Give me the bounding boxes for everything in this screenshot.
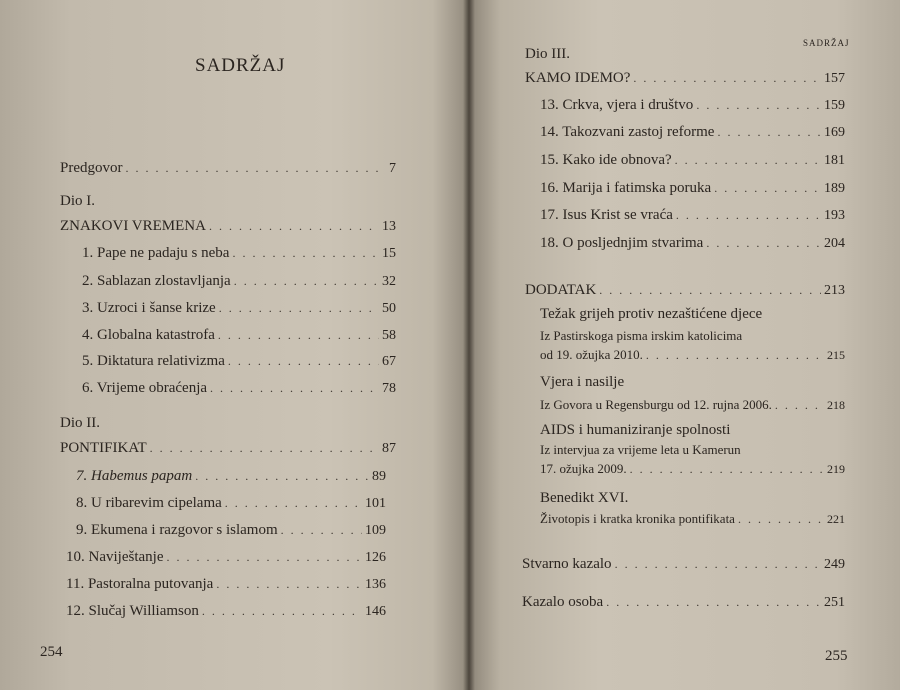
toc-entry-chapter[interactable] [82, 273, 396, 290]
toc-entry-appendix[interactable] [525, 282, 845, 299]
part-heading: Dio II. [60, 415, 100, 431]
toc-entry-page: 13 [382, 219, 396, 234]
toc-entry-part2[interactable] [60, 440, 396, 457]
toc-entry-page: 126 [365, 550, 386, 565]
toc-entry-chapter[interactable] [66, 603, 386, 620]
toc-entry-chapter[interactable] [540, 152, 845, 169]
toc-entry-part1[interactable] [60, 218, 396, 235]
toc-entry-appendix-item[interactable] [540, 347, 845, 363]
toc-entry-label: Predgovor [60, 160, 123, 176]
toc-entry-label: 10. Naviještanje [66, 549, 164, 565]
toc-entry-label: Kazalo osoba [522, 594, 604, 610]
toc-entry-page: 7 [389, 161, 396, 176]
toc-entry-page: 189 [824, 181, 845, 196]
dot-leader [717, 125, 821, 140]
toc-entry-page: 249 [824, 557, 845, 572]
toc-entry-page: 67 [382, 354, 396, 369]
toc-entry-subject-index[interactable] [522, 556, 845, 573]
dot-leader [615, 557, 821, 572]
part-heading: Dio III. [525, 46, 570, 62]
toc-entry-appendix-item[interactable] [540, 461, 845, 477]
toc-entry-label: Životopis i kratka kronika pontifikata [540, 511, 735, 526]
toc-entry-page: 159 [824, 98, 845, 113]
page-number: 254 [40, 644, 63, 660]
dot-leader [126, 161, 387, 176]
toc-entry-chapter[interactable] [82, 245, 396, 262]
toc-entry-chapter[interactable] [540, 97, 845, 114]
toc-entry-label: 3. Uzroci i šanse krize [82, 300, 216, 316]
toc-entry-page: 58 [382, 328, 396, 343]
dot-leader [738, 512, 824, 527]
toc-entry-label: Iz Govora u Regensburgu od 12. rujna 2006. [540, 397, 772, 412]
toc-entry-page: 32 [382, 274, 396, 289]
dot-leader [228, 354, 379, 369]
toc-entry-chapter[interactable] [82, 300, 396, 317]
toc-entry-appendix-item[interactable] [540, 511, 845, 527]
toc-entry-page: 219 [827, 462, 845, 476]
dot-leader [195, 469, 369, 484]
appendix-item-source: Iz intervjua za vrijeme leta u Kamerun [540, 442, 741, 457]
toc-entry-page: 193 [824, 208, 845, 223]
dot-leader [281, 523, 362, 538]
toc-entry-page: 213 [824, 283, 845, 298]
dot-leader [606, 595, 821, 610]
appendix-item-title: Vjera i nasilje [540, 374, 625, 390]
toc-entry-label: 15. Kako ide obnova? [540, 152, 672, 168]
toc-entry-label: ZNAKOVI VREMENA [60, 218, 206, 234]
dot-leader [676, 208, 821, 223]
toc-entry-page: 136 [365, 577, 386, 592]
toc-entry-page: 215 [827, 348, 845, 362]
toc-entry-label: 1. Pape ne padaju s neba [82, 245, 230, 261]
toc-entry-label: 6. Vrijeme obraćenja [82, 380, 208, 396]
toc-entry-chapter[interactable] [540, 235, 845, 252]
appendix-item-title: AIDS i humaniziranje spolnosti [540, 422, 731, 438]
toc-entry-page: 169 [824, 125, 845, 140]
toc-entry-label: 17. Isus Krist se vraća [540, 207, 673, 223]
appendix-item-title: Težak grijeh protiv nezaštićene djece [540, 306, 763, 322]
toc-entry-label: 4. Globalna katastrofa [82, 327, 215, 343]
toc-entry-chapter[interactable] [540, 207, 845, 224]
toc-entry-label: 14. Takozvani zastoj reforme [540, 124, 715, 140]
toc-entry-page: 89 [372, 469, 386, 484]
toc-entry-label: 7. Habemus papam [76, 468, 193, 484]
dot-leader [232, 246, 379, 261]
dot-leader [599, 283, 821, 298]
toc-entry-label: PONTIFIKAT [60, 440, 147, 456]
toc-entry-page: 146 [365, 604, 386, 619]
dot-leader [234, 274, 379, 289]
dot-leader [775, 398, 824, 413]
toc-entry-chapter[interactable] [66, 549, 386, 566]
toc-entry-appendix-item[interactable] [540, 397, 845, 413]
dot-leader [630, 462, 824, 477]
appendix-item-title: Benedikt XVI. [540, 490, 629, 506]
toc-entry-page: 204 [824, 236, 845, 251]
toc-entry-label: 11. Pastoralna putovanja [66, 576, 214, 592]
toc-entry-page: 87 [382, 441, 396, 456]
toc-entry-chapter[interactable] [540, 124, 845, 141]
toc-entry-label: Stvarno kazalo [522, 556, 612, 572]
dot-leader [210, 381, 379, 396]
toc-entry-chapter[interactable] [76, 522, 386, 539]
toc-entry-label: 16. Marija i fatimska poruka [540, 180, 712, 196]
toc-entry-page: 218 [827, 398, 845, 412]
toc-entry-chapter[interactable] [82, 353, 396, 370]
page-title: SADRŽAJ [195, 55, 286, 76]
toc-entry-page: 15 [382, 246, 396, 261]
toc-entry-page: 109 [365, 523, 386, 538]
toc-entry-label: 8. U ribarevim cipelama [76, 495, 222, 511]
dot-leader [646, 348, 824, 363]
dot-leader [225, 496, 362, 511]
appendix-item-source: Iz Pastirskoga pisma irskim katolicima [540, 328, 743, 343]
dot-leader [150, 441, 379, 456]
dot-leader [675, 153, 821, 168]
part-heading: Dio I. [60, 193, 95, 209]
dot-leader [696, 98, 821, 113]
dot-leader [633, 71, 821, 86]
toc-entry-page: 157 [824, 71, 845, 86]
toc-entry-label: 17. ožujka 2009. [540, 461, 627, 476]
toc-entry-page: 78 [382, 381, 396, 396]
toc-entry-label: KAMO IDEMO? [525, 70, 631, 86]
toc-entry-page: 101 [365, 496, 386, 511]
toc-entry-page: 181 [824, 153, 845, 168]
toc-entry-chapter[interactable] [82, 327, 396, 344]
toc-entry-label: 12. Slučaj Williamson [66, 603, 199, 619]
dot-leader [706, 236, 821, 251]
toc-entry-label: 9. Ekumena i razgovor s islamom [76, 522, 278, 538]
page-number: 255 [825, 648, 848, 664]
toc-entry-name-index[interactable] [522, 594, 845, 611]
toc-entry-label: DODATAK [525, 282, 597, 298]
running-head: SADRŽAJ [803, 38, 850, 48]
toc-entry-foreword[interactable] [60, 160, 396, 177]
toc-entry-label: od 19. ožujka 2010. [540, 347, 643, 362]
dot-leader [714, 181, 821, 196]
dot-leader [209, 219, 379, 234]
toc-entry-chapter[interactable] [76, 495, 386, 512]
toc-entry-page: 50 [382, 301, 396, 316]
toc-entry-label: 18. O posljednjim stvarima [540, 235, 704, 251]
toc-entry-chapter[interactable] [540, 180, 845, 197]
toc-entry-chapter[interactable] [66, 576, 386, 593]
book-gutter [463, 0, 475, 690]
toc-entry-label: 13. Crkva, vjera i društvo [540, 97, 694, 113]
toc-entry-label: 2. Sablazan zlostavljanja [82, 273, 231, 289]
dot-leader [218, 328, 379, 343]
toc-entry-chapter[interactable] [76, 468, 386, 485]
dot-leader [202, 604, 362, 619]
dot-leader [219, 301, 379, 316]
toc-entry-chapter[interactable] [82, 380, 396, 397]
dot-leader [166, 550, 362, 565]
toc-entry-part3[interactable] [525, 70, 845, 87]
toc-entry-page: 251 [824, 595, 845, 610]
toc-entry-page: 221 [827, 512, 845, 526]
toc-entry-label: 5. Diktatura relativizma [82, 353, 225, 369]
dot-leader [216, 577, 362, 592]
